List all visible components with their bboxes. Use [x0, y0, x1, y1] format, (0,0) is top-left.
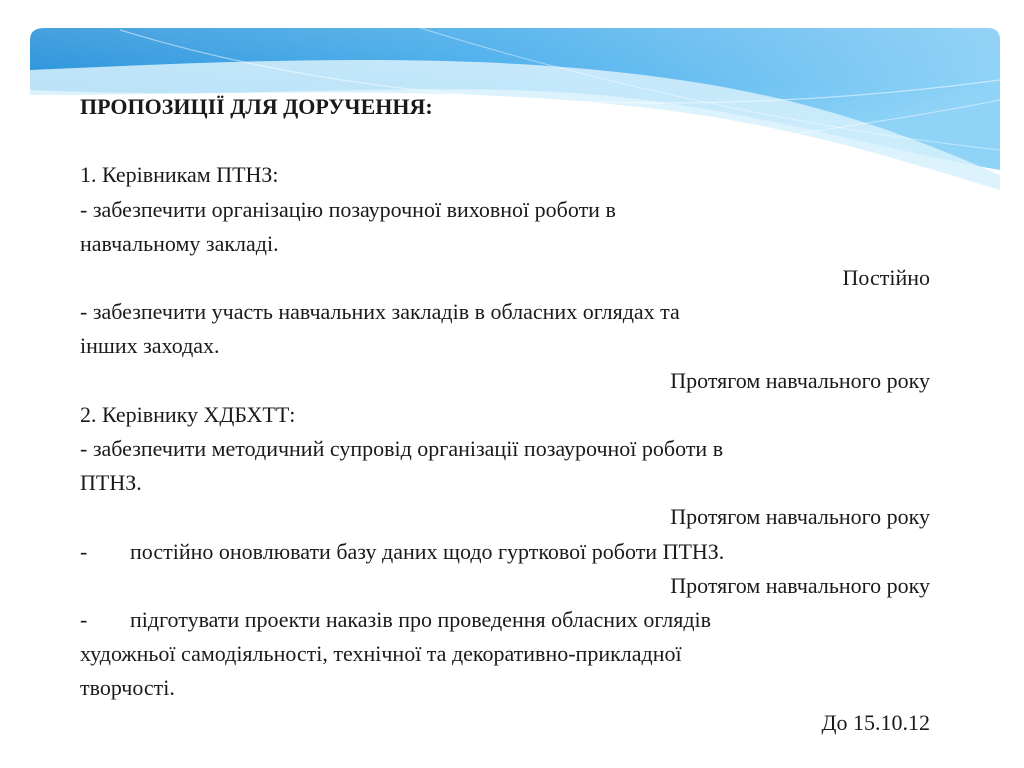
section-2-title: 2. Керівнику ХДБХТТ:: [80, 401, 296, 427]
section-1-title: 1. Керівникам ПТНЗ:: [80, 162, 279, 188]
section-1-item-1-line-2: навчальному закладі.: [80, 230, 279, 256]
section-2-item-2-deadline: Протягом навчального року: [670, 572, 930, 598]
section-2-item-2: [80, 535, 930, 569]
list-dash: -: [80, 607, 88, 633]
section-1-item-2-line-2: інших заходах.: [80, 333, 220, 359]
section-1-item-1-line-1: - забезпечити організацію позаурочної виховної роботи в: [80, 196, 616, 222]
section-2-item-1-line-2: ПТНЗ.: [80, 470, 142, 496]
section-2-item-1-deadline: Протягом навчального року: [670, 504, 930, 530]
section-2-item-3-line-2: художньої самодіяльності, технічної та декоративно-прикладної: [80, 641, 682, 667]
section-2-item-3-line-1: підготувати проекти наказів про проведення обласних оглядів: [130, 607, 712, 633]
section-2-item-1-line-1: - забезпечити методичний супровід організації позаурочної роботи в: [80, 436, 724, 462]
section-2-item-2-text: постійно оновлювати базу даних щодо гурткової роботи ПТНЗ.: [130, 538, 725, 564]
list-dash: -: [80, 538, 88, 564]
section-1-item-2-line-1: - забезпечити участь навчальних закладів в обласних оглядах та: [80, 299, 680, 325]
slide-body: [80, 90, 930, 740]
section-2-item-3-deadline: До 15.10.12: [821, 709, 930, 735]
slide-heading: ПРОПОЗИЦІЇ ДЛЯ ДОРУЧЕННЯ:: [80, 94, 433, 119]
section-1-item-2-deadline: Протягом навчального року: [670, 367, 930, 393]
section-1-item-1-deadline: Постійно: [842, 265, 930, 290]
blank-line: [80, 124, 930, 158]
section-2-item-3: [80, 603, 930, 637]
section-2-item-3-line-3: творчості.: [80, 675, 175, 701]
